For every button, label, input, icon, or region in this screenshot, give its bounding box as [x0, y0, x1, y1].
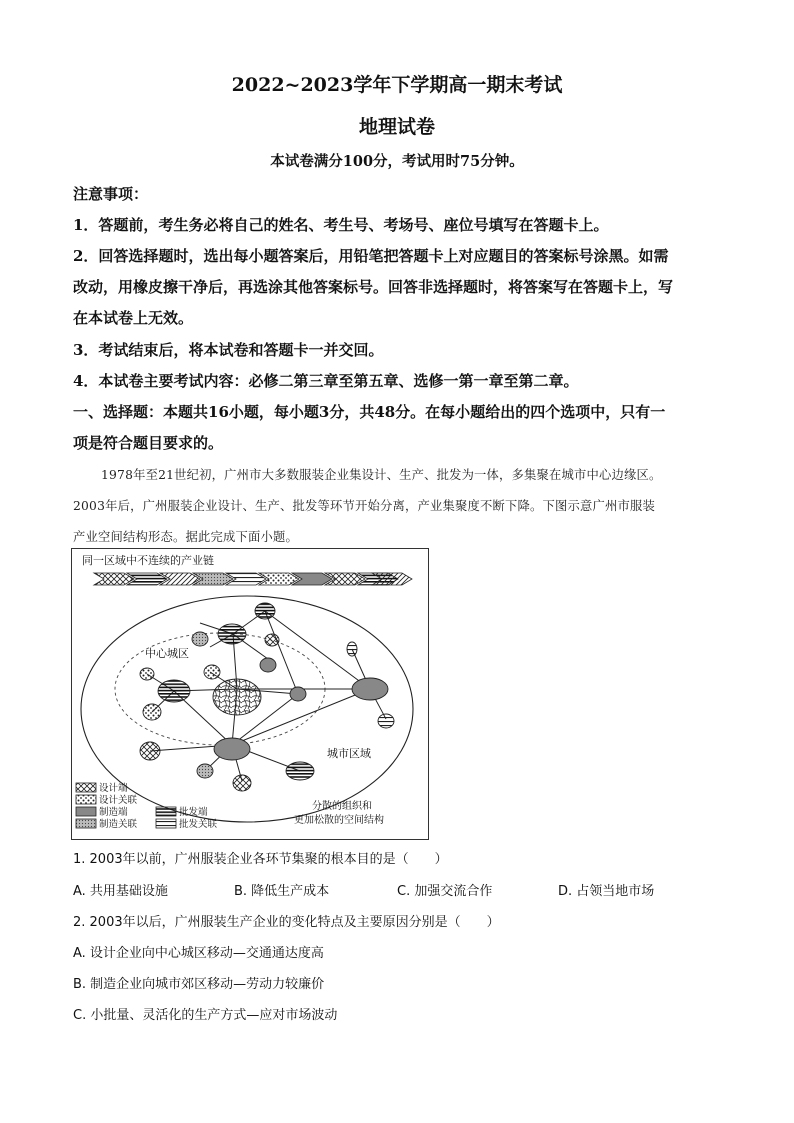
passage-line: 2003年后，广州服装企业设计、生产、批发等环节开始分离，产业集聚度不断下降。下图示意广州市服装 — [73, 499, 655, 513]
legend-wholesale-end-swatch — [156, 807, 176, 816]
question-2-option-a: A. 设计企业向中心城区移动—交通通达度高 — [73, 946, 324, 961]
figure-note-line1: 分散的组织和 — [312, 801, 372, 812]
legend-mfg-assoc-swatch — [76, 819, 96, 828]
figure-diagram — [72, 549, 428, 839]
design-assoc-node — [204, 665, 220, 679]
central-city-label: 中心城区 — [145, 647, 189, 660]
legend-design-assoc-label: 设计关联 — [99, 795, 138, 806]
wholesale-end-node — [158, 680, 190, 702]
legend-design-end-swatch — [76, 783, 96, 792]
notice-line: 3．考试结束后，将本试卷和答题卡一并交回。 — [73, 341, 384, 359]
notice-heading: 注意事项： — [73, 185, 149, 203]
legend-wholesale-assoc-swatch — [156, 819, 176, 828]
wholesale-end-node — [255, 603, 275, 619]
section-heading: 一、选择题：本题共16小题，每小题3分，共48分。在每小题给出的四个选项中，只有一 — [73, 403, 666, 421]
design-assoc-node — [140, 668, 154, 680]
figure-note-line2: 更加松散的空间结构 — [294, 815, 384, 826]
wholesale-assoc-node — [378, 714, 394, 728]
question-2-stem: 2. 2003年以后，广州服装生产企业的变化特点及主要原因分别是（ ） — [73, 915, 500, 930]
legend-wholesale-assoc-label: 批发关联 — [179, 819, 218, 830]
core-cluster-node — [213, 679, 261, 715]
legend-mfg-end-swatch — [76, 807, 96, 816]
notice-line: 在本试卷上无效。 — [73, 309, 194, 327]
passage-line: 1978年至21世纪初，广州市大多数服装企业集设计、生产、批发为一体，多集聚在城市中心边缘区。 — [101, 468, 662, 482]
design-end-node — [265, 634, 279, 646]
manufacturing-end-node — [214, 738, 250, 760]
legend-mfg-assoc-label: 制造关联 — [99, 819, 138, 830]
question-2-option-c: C. 小批量、灵活化的生产方式—应对市场波动 — [73, 1008, 338, 1023]
notice-line: 4．本试卷主要考试内容：必修二第三章至第五章、选修一第一章至第二章。 — [73, 372, 579, 390]
manufacturing-assoc-node — [197, 764, 213, 778]
passage-line: 产业空间结构形态。据此完成下面小题。 — [73, 530, 298, 544]
network-nodes — [140, 603, 394, 791]
industry-structure-figure — [71, 548, 429, 840]
wholesale-end-node — [218, 624, 246, 644]
design-assoc-node — [143, 704, 161, 720]
notice-line: 改动，用橡皮擦干净后，再选涂其他答案标号。回答非选择题时，将答案写在答题卡上，写 — [73, 278, 674, 296]
manufacturing-assoc-node — [192, 632, 208, 646]
manufacturing-end-node — [290, 687, 306, 701]
question-1-option-c: C. 加强交流合作 — [397, 884, 493, 899]
notice-line: 2．回答选择题时，选出每小题答案后，用铅笔把答题卡上对应题目的答案标号涂黑。如需 — [73, 247, 669, 265]
design-end-node — [233, 775, 251, 791]
question-1-option-a: A. 共用基础设施 — [73, 884, 168, 899]
legend-mfg-end-label: 制造端 — [99, 807, 128, 818]
question-1-stem: 1. 2003年以前，广州服装企业各环节集聚的根本目的是（ ） — [73, 852, 448, 867]
exam-subtitle: 本试卷满分100分，考试用时75分钟。 — [270, 153, 524, 170]
manufacturing-end-node — [352, 678, 388, 700]
legend-design-assoc-swatch — [76, 795, 96, 804]
legend-wholesale-end-label: 批发端 — [179, 807, 208, 818]
chain-arrows — [94, 573, 412, 585]
notice-line: 1．答题前，考生务必将自己的姓名、考生号、考场号、座位号填写在答题卡上。 — [73, 216, 609, 234]
legend-design-end-label: 设计端 — [99, 783, 128, 794]
question-1-option-d: D. 占领当地市场 — [558, 884, 655, 899]
exam-title: 2022~2023学年下学期高一期末考试 — [231, 74, 563, 96]
design-end-node — [140, 742, 160, 760]
manufacturing-end-node — [260, 658, 276, 672]
urban-region-label: 城市区域 — [327, 747, 371, 760]
section-heading: 项是符合题目要求的。 — [73, 434, 224, 452]
wholesale-assoc-node — [347, 642, 357, 656]
figure-top-label: 同一区域中不连续的产业链 — [82, 554, 214, 567]
question-2-option-b: B. 制造企业向城市郊区移动—劳动力较廉价 — [73, 977, 325, 992]
subject-title: 地理试卷 — [358, 116, 435, 138]
wholesale-end-node — [286, 762, 314, 780]
question-1-option-b: B. 降低生产成本 — [234, 884, 330, 899]
